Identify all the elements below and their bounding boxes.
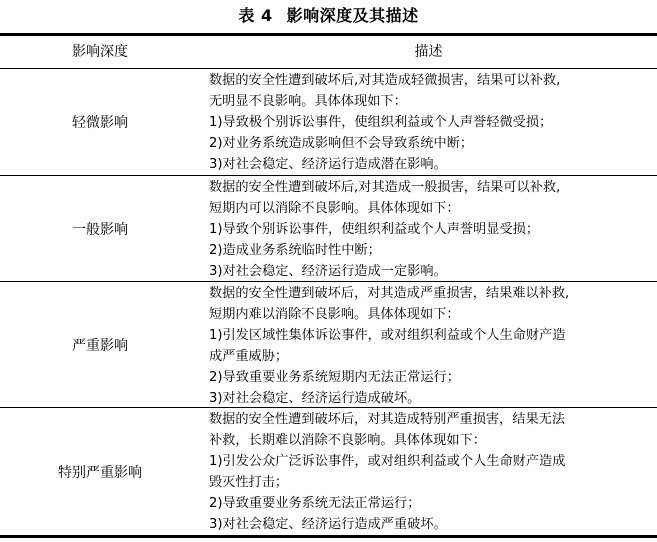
desc-line: 2)对业务系统造成影响但不会导致系统中断； (209, 136, 474, 151)
desc-line: 1)引发公众广泛诉讼事件，或对组织利益或个人生命财产造成 (209, 454, 566, 469)
desc-line: 毁灭性打击； (209, 475, 289, 490)
header-description: 描述 (414, 44, 443, 60)
table-bottom-rule (0, 535, 657, 538)
desc-line: 1)导致极个别诉讼事件，使组织利益或个人声誉轻微受损； (209, 115, 553, 130)
desc-line: 数据的安全性遭到破坏后，对其造成严重损害，结果难以补救, (209, 286, 570, 301)
desc-line: 1)导致个别诉讼事件，使组织利益或个人声誉明显受损； (209, 222, 540, 237)
table-number: 表 4 (238, 6, 273, 25)
desc-line: 3)对社会稳定、经济运行造成潜在影响。 (209, 157, 447, 172)
impact-description (209, 70, 654, 175)
table-row (0, 69, 657, 175)
impact-description (209, 409, 654, 535)
desc-line: 短期内可以消除不良影响。具体体现如下： (209, 201, 460, 216)
desc-line: 数据的安全性遭到破坏后,对其造成一般损害，结果可以补救, (209, 180, 561, 195)
impact-description (209, 177, 654, 282)
desc-line: 3)对社会稳定、经济运行造成破坏。 (209, 391, 421, 406)
desc-line: 2)导致重要业务系统无法正常运行； (209, 496, 421, 511)
table-row (0, 408, 657, 535)
desc-line: 数据的安全性遭到破坏后,对其造成轻微损害，结果可以补救, (209, 73, 561, 88)
desc-line: 2)造成业务系统临时性中断； (209, 243, 381, 258)
impact-level: 严重影响 (72, 337, 128, 354)
impact-level: 轻微影响 (72, 115, 128, 131)
desc-line: 3)对社会稳定、经济运行造成一定影响。 (209, 264, 447, 279)
table-row (0, 282, 657, 407)
desc-line: 成严重威胁； (209, 349, 289, 364)
desc-line: 补救，长期难以消除不良影响。具体体现如下： (209, 433, 486, 448)
table-title: 影响深度及其描述 (286, 6, 419, 25)
impact-level: 一般影响 (72, 221, 128, 238)
desc-line: 1)引发区域性集体诉讼事件，或对组织利益或个人生命财产造 (209, 328, 566, 343)
header-impact-depth: 影响深度 (72, 44, 128, 60)
desc-line: 2)导致重要业务系统短期内无法正常运行； (209, 370, 460, 385)
desc-line: 无明显不良影响。具体体现如下： (209, 94, 407, 109)
table-row (0, 176, 657, 281)
impact-description (209, 283, 654, 409)
table-caption (0, 6, 657, 26)
desc-line: 短期内难以消除不良影响。具体体现如下： (209, 307, 460, 322)
impact-level: 特别严重影响 (58, 464, 142, 481)
desc-line: 数据的安全性遭到破坏后，对其造成特别严重损害，结果无法 (209, 412, 566, 427)
desc-line: 3)对社会稳定、经济运行造成严重破坏。 (209, 517, 447, 532)
